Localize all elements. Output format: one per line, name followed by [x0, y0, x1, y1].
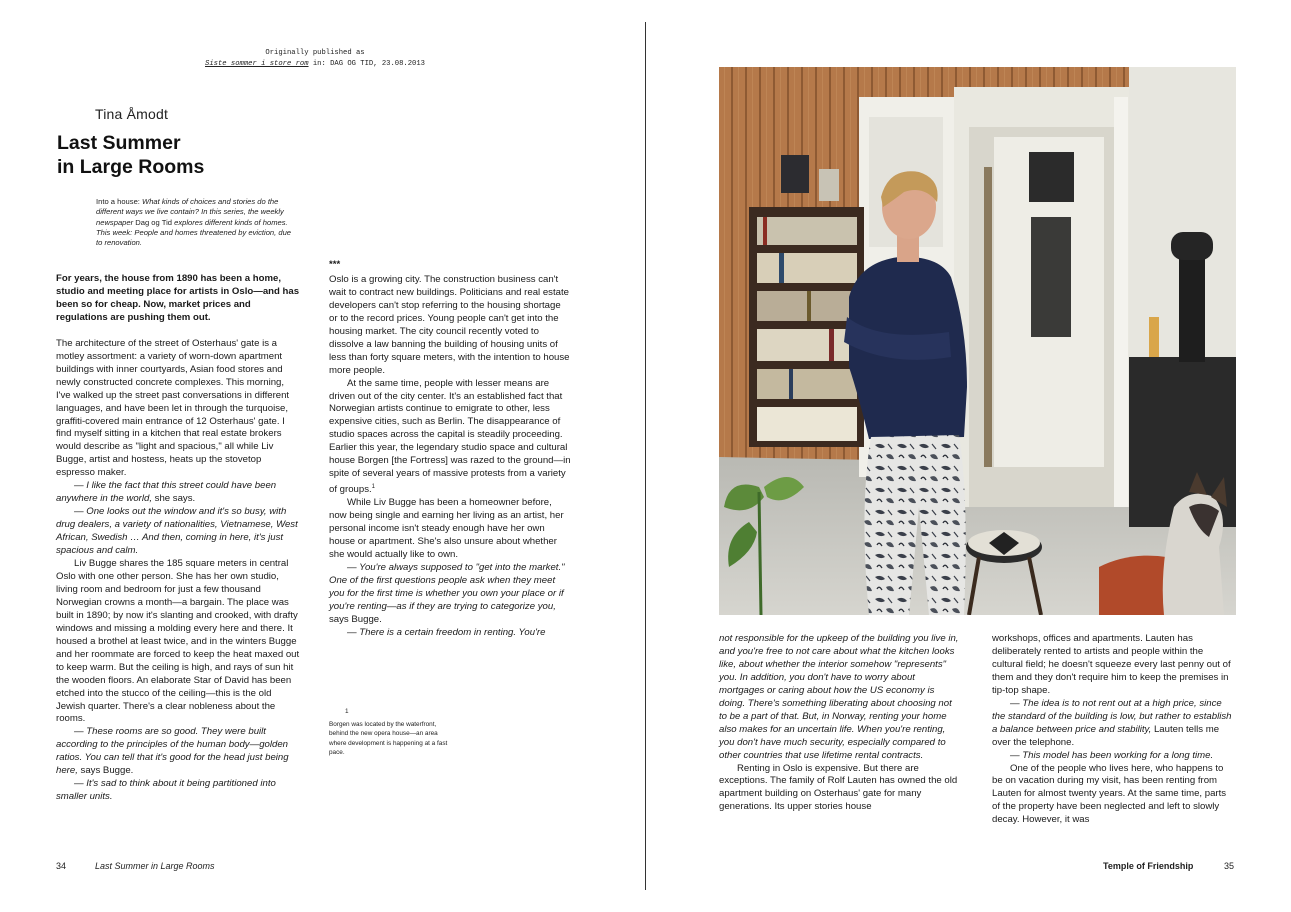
quote-paragraph	[992, 698, 1236, 750]
footnote-ref: 1	[371, 484, 376, 491]
right-running-title: Temple of Friendship	[1103, 861, 1194, 871]
quote-text: — You're always supposed to "get into the market." One of the first questions people ask when they meet you for the first time is whether you own your place or if you're renting—as if they are trying to categorize you,	[329, 562, 565, 612]
interior-portrait-photo	[719, 67, 1236, 615]
article-author: Tina Åmodt	[95, 106, 169, 122]
body-paragraph: One of the people who lives here, who happens to be on vacation during my visit, has been renting from Lauten for almost twenty years. At the same time, parts of the property have been neglected and left to slowly decay. However, it was	[992, 762, 1227, 826]
left-column-1	[56, 273, 300, 804]
body-paragraph: While Liv Bugge has been a homeowner before, now being single and earning her living as an artist, her personal income isn't steady enough have her own house or apartment. She's also unsure about whether she would actually like to own.	[329, 497, 564, 561]
title-line-1: Last Summer	[57, 132, 181, 154]
quote-paragraph: not responsible for the upkeep of the building you live in, and you're free to not care about what the kitchen looks like, about whether the interior somehow "represents" you. In addition, you don't have to worry about mortgages or caring about how the US economy is doing. There's something liberating about choosing not to be a part of that. But, in Norway, renting your home also makes for an uncertain life. When you're renting, you don't have much security, especially compared to other countries that use lifetime rental contracts.	[719, 633, 959, 761]
body-text: At the same time, people with lesser means are driven out of the city center. It's an established fact that Norwegian artists continue to emigrate to other, less expensive cities, such as Berlin. The disappearance of studio spaces across the capital is steadily proceeding. Earlier this year, the legendary studio space and cultural house Borgen [the Fortress] was razed to the ground—in spite of several years of massive protests from a variety of groups.	[329, 377, 571, 496]
series-intro	[96, 197, 296, 248]
title-line-2: in Large Rooms	[57, 156, 205, 178]
publication-line: Originally published as	[265, 49, 365, 57]
body-paragraph: Renting in Oslo is expensive. But there are exceptions. The family of Rolf Lauten has owned the old apartment building on Osterhaus' gate for many generations. Its upper stories house	[719, 762, 958, 813]
quote-paragraph: — There is a certain freedom in renting. You're	[347, 626, 546, 638]
right-page-number: 35	[1224, 861, 1235, 871]
standfirst: For years, the house from 1890 has been a home, studio and meeting place for artists in Oslo—and has been so for cheap. Now, market prices and regulations are pushing them out.	[56, 273, 300, 323]
right-column-1	[719, 633, 960, 814]
intro-lead: Into a house:	[96, 197, 143, 206]
quote-paragraph: — This model has been working for a long time.	[1010, 749, 1214, 761]
quote-paragraph: — One looks out the window and it's so busy, with drug dealers, a variety of nationalities, Vietnamese, West African, Swedish … And then, coming in here, it's just spacious and calm.	[56, 506, 298, 557]
intro-text-2: explores different kinds of homes. This week: People and homes threatened by eviction, due to renovation.	[96, 217, 292, 248]
quote-attribution: says Bugge.	[77, 765, 134, 777]
body-paragraph: Oslo is a growing city. The construction business can't wait to contract new buildings. Politicians and real estate developers can't stop referring to the housing shortage or to the record prices. Young people can't get into the housing market. The city council recently voted to dissolve a law banning the building of housing units of less than forty square meters, with the intention to house more people.	[329, 273, 570, 376]
quote-text: — I like the fact that this street could have been anywhere in the world,	[56, 480, 277, 505]
body-paragraph	[329, 378, 571, 498]
source-title: Siste sommer i store rom	[205, 60, 309, 68]
footnote-number: 1	[345, 708, 349, 715]
right-column-2	[992, 633, 1236, 827]
quote-attribution: she says.	[152, 493, 196, 505]
quote-attribution: says Bugge.	[329, 613, 382, 625]
quote-paragraph: — It's sad to think about it being partitioned into smaller units.	[56, 778, 276, 803]
quote-paragraph	[56, 726, 300, 778]
quote-text: — The idea is to not rent out at a high price, since the standard of the building is low, but rather to establish a balance between price and stability,	[992, 697, 1232, 735]
intro-paper-name: Dag og Tid	[135, 217, 172, 227]
source-info: in: DAG OG TID, 23.08.2013	[308, 60, 425, 68]
body-paragraph: Liv Bugge shares the 185 square meters in central Oslo with one other person. She has her own studio, living room and bedroom for just a few thousand Norwegian crowns a month—a bargain. The place was built in 1890; by now it's slanting and crooked, with drafty windows and missing a molding every here and there. It housed a brothel at least twice, and in the winters Bugge and her roommate are forced to keep the heat maxed out to keep warm. But the ceiling is high, and rays of sun hit the wooden floors. An elaborate Star of David has been etched into the stucco of the ceiling—this is the old Jewish quarter. There's a clear nobleness about the rooms.	[56, 558, 300, 725]
article-title	[57, 131, 204, 179]
left-page-number: 34	[56, 861, 67, 871]
section-break: ***	[329, 259, 341, 270]
quote-attribution: Lauten tells me over the telephone.	[992, 723, 1220, 748]
footnote-text: Borgen was located by the waterfront, behind the new opera house—an area where development is happening at a fast pace.	[329, 720, 448, 757]
intro-text-1: What kinds of choices and stories do the different ways we live contain? In this series, the weekly newspaper	[96, 197, 284, 227]
body-paragraph: The architecture of the street of Osterhaus' gate is a motley assortment: a variety of worn-down apartment buildings with inner courtyards, Asian food stores and newly constructed concrete complexes. This morning, I've walked up the street past conversations in different languages, and have been let in through the turquoise, graffiti-covered main entrance of 12 Osterhaus' gate. I find myself sitting in a kitchen that real estate brokers would describe as "light and spacious," all while Liv Bugge, artist and hostess, heats up the stovetop espresso maker.	[56, 337, 290, 479]
footnote	[329, 707, 449, 758]
page-gutter	[645, 22, 646, 890]
publication-note	[170, 48, 460, 70]
quote-text: — These rooms are so good. They were built according to the principles of the human body—golden ratios. You can tell that it's good for the head just being here,	[56, 726, 289, 777]
body-paragraph: workshops, offices and apartments. Lauten has deliberately rented to artists and people within the cultural field; he doesn't squeeze every last penny out of them and they don't require him to keep the premises in tip-top shape.	[992, 633, 1231, 696]
left-column-2	[329, 259, 571, 640]
quote-paragraph	[56, 480, 300, 506]
left-running-title: Last Summer in Large Rooms	[95, 861, 215, 871]
quote-paragraph	[329, 562, 571, 627]
